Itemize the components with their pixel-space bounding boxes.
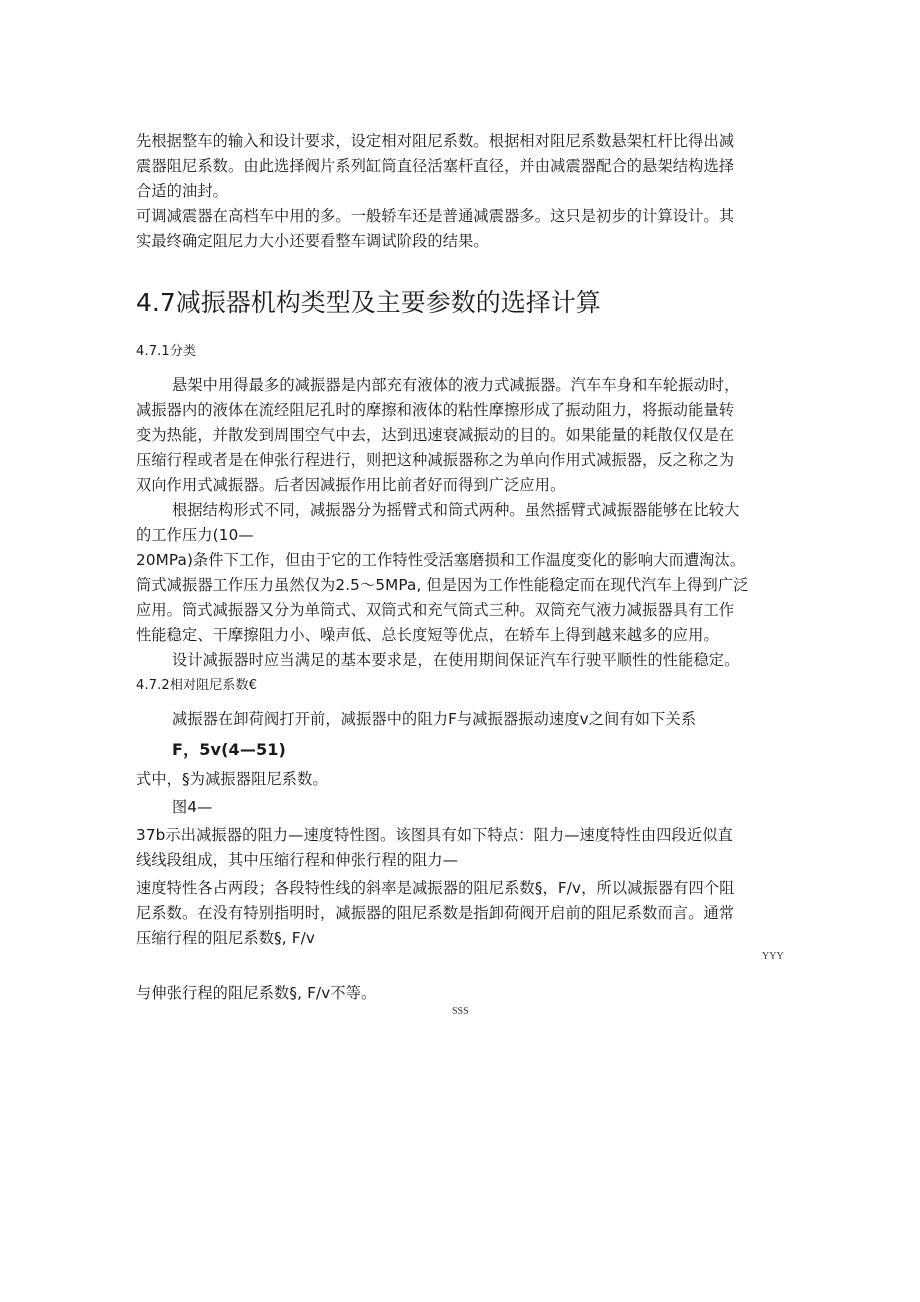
subscript-yyy: YYY	[762, 951, 784, 962]
para2-line-5: 应用。筒式减振器又分为单筒式、双筒式和充气筒式三种。双筒充气液力减振器具有工作	[136, 601, 735, 619]
subsection-heading-damping: 4.7.2相对阻尼系数€	[136, 678, 258, 693]
para4-line-5: 压缩行程的阻尼系数§, F/v	[136, 929, 316, 947]
para2-line-1: 根据结构形式不同，减振器分为摇臂式和筒式两种。虽然摇臂式减振器能够在比较大	[172, 501, 740, 519]
para2-line-4: 筒式减振器工作压力虽然仅为2.5～5MPa, 但是因为工作性能稳定而在现代汽车上得到广泛	[136, 576, 749, 594]
para4-line-2: 线线段组成，其中压缩行程和伸张行程的阻力—	[136, 851, 459, 869]
intro-line-4: 可调减震器在高档车中用的多。一般轿车还是普通减震器多。这只是初步的计算设计。其	[136, 207, 735, 225]
para4-line-1: 37b示出减振器的阻力—速度特性图。该图具有如下特点：阻力—速度特性由四段近似直	[136, 826, 733, 844]
para1-line-2: 减振器内的液体在流经阻尼孔时的摩擦和液体的粘性摩擦形成了振动阻力，将振动能量转	[136, 401, 735, 419]
para1-line-1: 悬架中用得最多的减振器是内部充有液体的液力式减振器。汽车车身和车轮振动时，	[172, 376, 740, 394]
para2-line-3: 20MPa)条件下工作，但由于它的工作特性受活塞磨损和工作温度变化的影响大而遭淘汰。	[136, 551, 746, 569]
intro-line-5: 实最终确定阻尼力大小还要看整车调试阶段的结果。	[136, 232, 489, 250]
para5-line-1: 与伸张行程的阻尼系数§, F/v不等。	[136, 984, 377, 1002]
para2-line-6: 性能稳定、干摩擦阻力小、噪声低、总长度短等优点，在轿车上得到越来越多的应用。	[136, 626, 719, 644]
para1-line-5: 双向作用式减振器。后者因减振作用比前者好而得到广泛应用。	[136, 476, 566, 494]
para1-line-4: 压缩行程或者是在伸张行程进行，则把这种减振器称之为单向作用式减振器，反之称之为	[136, 451, 735, 469]
figure-reference: 图4—	[172, 798, 213, 816]
para4-line-4: 尼系数。在没有特别指明时，减振器的阻尼系数是指卸荷阀开启前的阻尼系数而言。通常	[136, 904, 735, 922]
relation-text: 减振器在卸荷阀打开前，减振器中的阻力F与减振器振动速度v之间有如下关系	[172, 710, 697, 728]
para3-line-1: 设计减振器时应当满足的基本要求是，在使用期间保证汽车行驶平顺性的性能稳定。	[172, 651, 740, 669]
subscript-sss: SSS	[452, 1006, 469, 1017]
para2-line-2: 的工作压力(10—	[136, 526, 254, 544]
intro-line-1: 先根据整车的输入和设计要求，设定相对阻尼系数。根据相对阻尼系数悬架杠杆比得出减	[136, 132, 735, 150]
section-title: 4.7减振器机构类型及主要参数的选择计算	[136, 288, 601, 317]
para4-line-3: 速度特性各占两段；各段特性线的斜率是减振器的阻尼系数§，F/v，所以减振器有四个阻	[136, 879, 735, 897]
subsection-heading-classification: 4.7.1分类	[136, 344, 197, 359]
intro-line-2: 震器阻尼系数。由此选择阀片系列缸筒直径活塞杆直径，并由减震器配合的悬架结构选择	[136, 157, 735, 175]
equation-4-51: F，5v(4—51)	[172, 740, 287, 759]
para1-line-3: 变为热能，并散发到周围空气中去，达到迅速衰减振动的目的。如果能量的耗散仅仅是在	[136, 426, 735, 444]
equation-explanation: 式中，§为减振器阻尼系数。	[136, 770, 328, 788]
intro-line-3: 合适的油封。	[136, 182, 229, 200]
